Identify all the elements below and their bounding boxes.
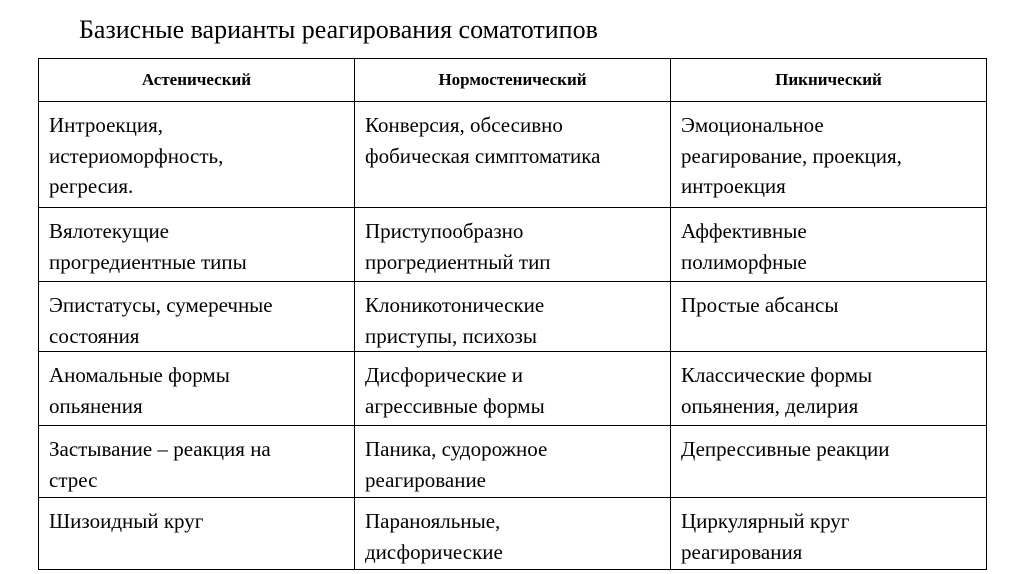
table-cell (355, 352, 671, 426)
table-cell (39, 426, 355, 498)
cell-text-line: Простые абсансы (681, 293, 839, 317)
cell-text-line: интроекция (681, 174, 786, 198)
cell-text-line: стрес (49, 467, 98, 492)
table-row (39, 282, 987, 352)
column-header-pyknic: Пикнический (671, 59, 987, 102)
table-cell (39, 208, 355, 282)
table-row (39, 208, 987, 282)
cell-text-line: дисфорические (365, 539, 503, 564)
cell-text-line: Застывание – реакция на (49, 437, 271, 461)
cell-text-line: Интроекция, (49, 113, 164, 137)
table-cell (355, 498, 671, 570)
table-row (39, 426, 987, 498)
cell-text-line: реагирование, проекция, (681, 143, 902, 168)
table-cell (39, 498, 355, 570)
table-cell (671, 208, 987, 282)
table-cell (671, 282, 987, 352)
cell-text-line: приступы, психозы (365, 323, 537, 348)
table-cell (671, 102, 987, 208)
table-cell (39, 282, 355, 352)
table-cell (671, 426, 987, 498)
cell-text-line: Вялотекущие (49, 219, 170, 243)
table-row (39, 498, 987, 570)
page-title: Базисные варианты реагирования соматотипов (79, 15, 598, 44)
table-header-row (39, 59, 987, 102)
table-cell (671, 498, 987, 570)
cell-text-line: Эмоциональное (681, 113, 824, 137)
cell-text-line: реагирования (681, 539, 803, 564)
cell-text-line: Циркулярный круг (681, 509, 850, 533)
cell-text-line: истериоморфность, (49, 143, 224, 168)
table-cell (355, 102, 671, 208)
cell-text-line: Конверсия, обсесивно (365, 113, 563, 137)
cell-text-line: прогредиентный тип (365, 249, 551, 274)
somatotype-table (38, 58, 987, 570)
cell-text-line: Классические формы (681, 363, 873, 387)
column-header-normosthenic: Нормостенический (355, 59, 671, 102)
cell-text-line: прогредиентные типы (49, 249, 247, 274)
table-cell (355, 208, 671, 282)
cell-text-line: Дисфорические и (365, 363, 523, 387)
column-header-asthenic: Астенический (39, 59, 355, 102)
cell-text-line: опьянения (49, 393, 143, 418)
cell-text-line: агрессивные формы (365, 393, 545, 418)
cell-text-line: опьянения, делирия (681, 393, 859, 418)
cell-text-line: реагирование (365, 467, 487, 492)
cell-text-line: фобическая симптоматика (365, 143, 601, 168)
table-cell (355, 426, 671, 498)
table-cell (671, 352, 987, 426)
cell-text-line: Аффективные (681, 219, 807, 243)
table-cell (39, 102, 355, 208)
table-row (39, 102, 987, 208)
table-cell (355, 282, 671, 352)
cell-text-line: Шизоидный круг (49, 509, 204, 533)
cell-text-line: полиморфные (681, 249, 807, 274)
cell-text-line: регресия. (49, 174, 134, 198)
table-row (39, 352, 987, 426)
cell-text-line: Паранояльные, (365, 509, 501, 533)
cell-text-line: Аномальные формы (49, 363, 230, 387)
cell-text-line: Приступообразно (365, 219, 524, 243)
table-cell (39, 352, 355, 426)
cell-text-line: состояния (49, 323, 140, 348)
cell-text-line: Паника, судорожное (365, 437, 548, 461)
cell-text-line: Клоникотонические (365, 293, 545, 317)
cell-text-line: Депрессивные реакции (681, 437, 890, 461)
cell-text-line: Эпистатусы, сумеречные (49, 293, 273, 317)
